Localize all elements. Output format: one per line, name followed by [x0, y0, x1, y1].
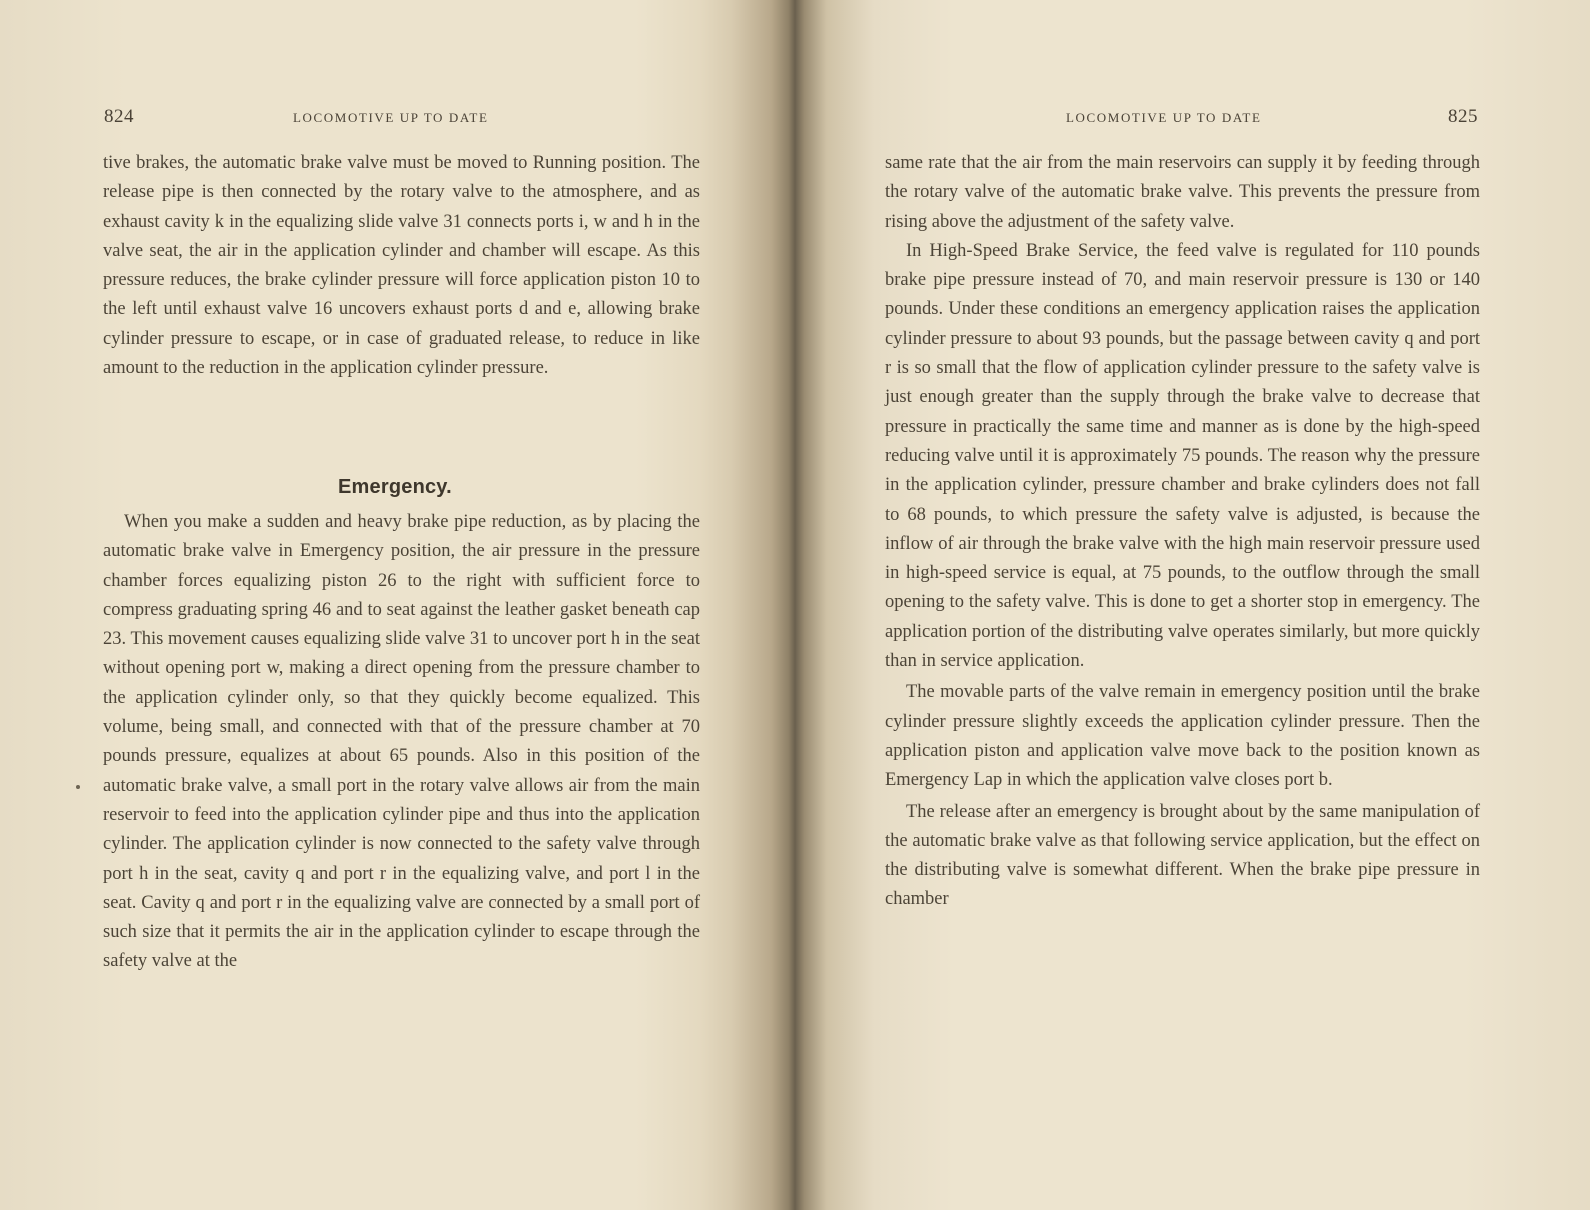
right-page-number: 825	[1448, 106, 1478, 127]
left-running-head: LOCOMOTIVE UP TO DATE	[293, 110, 489, 125]
left-paragraph-2: When you make a sudden and heavy brake pipe reduction, as by placing the automatic brake valve in Emergency position, the air pressure in the pressure chamber forces equalizing piston 26 to the right with sufficient force to compress graduating spring 46 and to seat against the leather gasket beneath cap 23. This movement causes equalizing slide valve 31 to uncover port h in the seat without opening port w, making a direct opening from the pressure chamber to the application cylinder only, so that they quickly become equalized. This volume, being small, and connected with that of the pressure chamber at 70 pounds pressure, equalizes at about 65 pounds. Also in this position of the automatic brake valve, a small port in the rotary valve allows air from the main reservoir to feed into the application cylinder pipe and thus into the application cylinder. The application cylinder is now connected to the safety valve through port h in the seat, cavity q and port r in the equalizing valve, and port l in the seat. Cavity q and port r in the equalizing valve are connected by a small port of such size that it permits the air in the application cylinder to escape through the safety valve at the	[103, 512, 700, 972]
right-paragraph-2: In High-Speed Brake Service, the feed valve is regulated for 110 pounds brake pipe pressure instead of 70, and main reservoir pressure is 130 or 140 pounds. Under these conditions an emergency application raises the application cylinder pressure to about 93 pounds, but the passage between cavity q and port r is so small that the flow of application cylinder pressure to the safety valve is just enough greater than the supply through the brake valve to decrease that pressure in practically the same time and manner as is done by the high-speed reducing valve until it is approximately 75 pounds. The reason why the pressure in the application cylinder, pressure chamber and brake cylinders does not fall to 68 pounds, to which pressure the safety valve is adjusted, is because the inflow of air through the brake valve with the high main reservoir pressure used in high-speed service is equal, at 75 pounds, to the outflow through the small opening to the safety valve. This is done to get a shorter stop in emergency. The application portion of the distributing valve operates similarly, but more quickly than in service application.	[885, 240, 1480, 672]
right-paragraph-1: same rate that the air from the main reservoirs can supply it by feeding through the rotary valve of the automatic brake valve. This prevents the pressure from rising above the adjustment of the safety valve.	[885, 153, 1480, 232]
left-text-bottom	[103, 508, 700, 977]
right-paragraph-3: The movable parts of the valve remain in emergency position until the brake cylinder pressure slightly exceeds the application cylinder pressure. Then the application piston and application valve move back to the position known as Emergency Lap in which the application valve closes port b.	[885, 682, 1480, 791]
left-paragraph-1: tive brakes, the automatic brake valve must be moved to Running position. The release pipe is then connected by the rotary valve to the atmosphere, and as exhaust cavity k in the equalizing slide valve 31 connects ports i, w and h in the valve seat, the air in the application cylinder and chamber will escape. As this pressure reduces, the brake cylinder pressure will force application piston 10 to the left until exhaust valve 16 uncovers exhaust ports d and e, allowing brake cylinder pressure to escape, or in case of graduated release, to reduce in like amount to the reduction in the application cylinder pressure.	[103, 153, 700, 379]
left-text-top	[103, 149, 700, 383]
right-text	[885, 149, 1480, 915]
ink-speck	[76, 785, 80, 789]
section-heading-emergency: Emergency.	[338, 476, 452, 498]
left-page-number: 824	[104, 106, 134, 127]
right-paragraph-4: The release after an emergency is brought about by the same manipulation of the automatic brake valve as that following service application, but the effect on the distributing valve is somewhat different. When the brake pipe pressure in chamber	[885, 801, 1480, 910]
left-page	[0, 0, 790, 1210]
right-page	[800, 0, 1590, 1210]
right-running-head: LOCOMOTIVE UP TO DATE	[1066, 110, 1262, 125]
